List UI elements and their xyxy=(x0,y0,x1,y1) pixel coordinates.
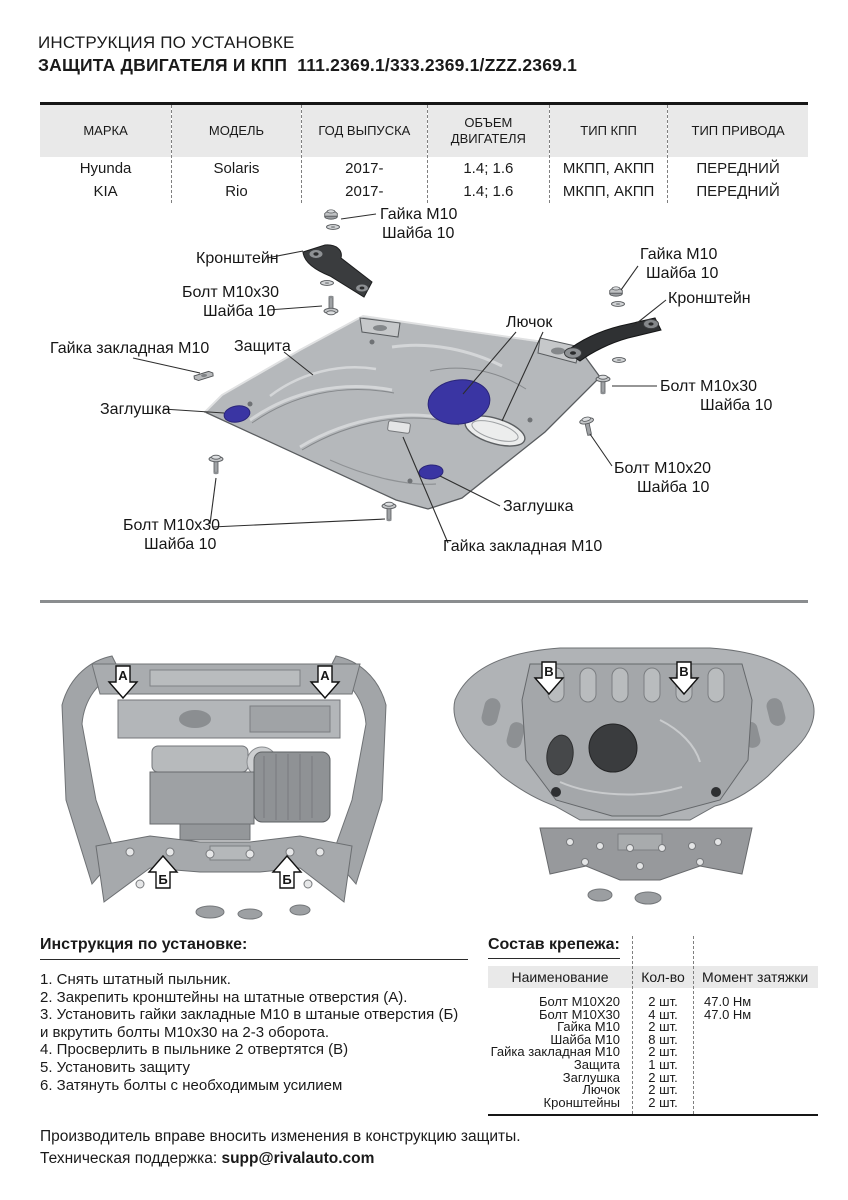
footer-disclaimer: Производитель вправе вносить изменения в конструкцию защиты. xyxy=(40,1128,521,1145)
label-clipnut-bottom: Гайка закладная М10 xyxy=(443,538,603,555)
parts-row xyxy=(488,1094,818,1110)
label-washer-bottom: Шайба 10 xyxy=(144,536,217,553)
marker-b-letter-2: Б xyxy=(282,872,292,887)
cell-year-0: 2017- xyxy=(345,160,384,177)
part-torque xyxy=(694,1046,818,1059)
part-name: Защита xyxy=(573,1056,620,1072)
cell-gearbox-1: МКПП, АКПП xyxy=(562,183,655,200)
vehicle-table xyxy=(40,102,808,203)
part-name: Шайба М10 xyxy=(550,1031,620,1047)
washer-icon-mid-right xyxy=(613,358,626,363)
bracket-left-drawing xyxy=(303,245,372,297)
bolt-icon-left xyxy=(324,296,338,315)
part-qty: 2 шт. xyxy=(648,1044,678,1060)
nut-icon-top-right xyxy=(610,287,623,296)
step-1: 1. Снять штатный пыльник. xyxy=(40,971,231,988)
part-torque: 47.0 Нм xyxy=(704,994,752,1009)
part-name: Болт М10Х20 xyxy=(538,994,620,1009)
part-torque xyxy=(694,1097,818,1110)
parts-title: Состав крепежа: xyxy=(488,936,620,959)
part-torque xyxy=(694,1084,818,1097)
col-header-year: ГОД ВЫПУСКА xyxy=(302,105,427,157)
parts-header-row xyxy=(488,966,818,988)
parts-dashed-divider-2 xyxy=(693,936,694,1114)
part-name: Лючок xyxy=(582,1082,620,1098)
part-name: Гайка М10 xyxy=(557,1019,620,1035)
part-name: Болт М10Х30 xyxy=(538,1006,620,1022)
washer-icon-top-right xyxy=(612,302,625,307)
cell-engine-1: 1.4; 1.6 xyxy=(463,183,514,200)
part-qty: 1 шт. xyxy=(648,1056,678,1072)
col-engine xyxy=(428,105,550,203)
step-6: 6. Затянуть болты с необходимым усилием xyxy=(40,1076,343,1094)
footer-support-line xyxy=(40,1148,521,1170)
part-qty: 2 шт. xyxy=(648,1069,678,1085)
parts-rows xyxy=(488,996,818,1109)
col-model xyxy=(172,105,302,203)
marker-a-letter-2: А xyxy=(320,668,330,683)
cell-model-0: Solaris xyxy=(213,160,260,177)
fasteners-list xyxy=(488,936,818,1109)
support-email-link[interactable]: supp@rivalauto.com xyxy=(221,1150,375,1167)
part-qty: 2 шт. xyxy=(648,1019,678,1035)
nut-icon-top-left xyxy=(325,210,338,219)
part-qty: 2 шт. xyxy=(648,1094,678,1110)
bolt-icon-bottom-2 xyxy=(382,502,396,521)
footer xyxy=(40,1126,521,1170)
label-bracket-right: Кронштейн xyxy=(668,290,751,307)
parts-dashed-divider-1 xyxy=(632,936,633,1114)
instructions-steps xyxy=(40,971,468,1094)
car-front-illustration xyxy=(62,656,386,919)
parts-header-qty: Кол-во xyxy=(641,969,685,985)
parts-bottom-rule xyxy=(488,1114,818,1116)
bracket-right-drawing xyxy=(565,318,662,361)
cell-model-1: Rio xyxy=(225,183,248,200)
label-nut-top-right: Гайка М10 xyxy=(640,246,718,263)
bolt-icon-bottom-1 xyxy=(209,455,223,474)
label-washer-left: Шайба 10 xyxy=(203,303,276,320)
part-torque xyxy=(694,1072,818,1085)
cell-drive-1: ПЕРЕДНИЙ xyxy=(696,183,780,200)
label-bolt20: Болт М10х20 xyxy=(614,460,712,477)
marker-b-letter-1: Б xyxy=(158,872,168,887)
label-shield: Защита xyxy=(234,338,291,355)
col-year xyxy=(302,105,428,203)
bolt-icon-right-20 xyxy=(579,416,597,437)
part-qty: 2 шт. xyxy=(648,1082,678,1098)
marker-v-letter-1: В xyxy=(544,664,554,679)
cell-make-1: KIA xyxy=(93,183,118,200)
cell-engine-0: 1.4; 1.6 xyxy=(463,160,514,177)
label-washer-bolt20: Шайба 10 xyxy=(637,479,710,496)
installation-illustrations xyxy=(0,618,848,930)
label-nut-top-left: Гайка М10 xyxy=(380,206,458,223)
document-subtitle: ИНСТРУКЦИЯ ПО УСТАНОВКЕ xyxy=(38,33,295,52)
part-qty: 4 шт. xyxy=(648,1006,678,1022)
part-name: Гайка закладная М10 xyxy=(490,1044,620,1060)
label-bracket-left: Кронштейн xyxy=(196,250,279,267)
label-washer-top-left: Шайба 10 xyxy=(382,225,455,242)
col-gearbox xyxy=(550,105,668,203)
part-qty: 8 шт. xyxy=(648,1031,678,1047)
document-title: ЗАЩИТА ДВИГАТЕЛЯ И КПП 111.2369.1/333.2369.1/ZZZ.2369.1 xyxy=(38,55,578,75)
col-header-drive: ТИП ПРИВОДА xyxy=(668,105,808,157)
step-4: 4. Просверлить в пыльнике 2 отвертятся (В) xyxy=(40,1041,349,1059)
step-5: 5. Установить защиту xyxy=(40,1058,191,1076)
col-make xyxy=(40,105,172,203)
label-clipnut-left: Гайка закладная М10 xyxy=(50,340,210,357)
instructions-title: Инструкция по установке: xyxy=(40,936,468,960)
part-qty: 2 шт. xyxy=(648,994,678,1009)
part-name: Заглушка xyxy=(562,1069,620,1085)
step-3: 3. Установить гайки закладные М10 в штаные отверстия (Б) и вкрутить болты М10х30 на 2-3 оборота. xyxy=(40,1006,459,1041)
part-name: Кронштейны xyxy=(543,1094,620,1110)
part-torque xyxy=(694,1021,818,1034)
label-plug-bottom: Заглушка xyxy=(503,498,574,515)
marker-a-letter-1: А xyxy=(118,668,128,683)
col-header-engine: ОБЪЕМ ДВИГАТЕЛЯ xyxy=(428,105,549,157)
parts-header-name: Наименование xyxy=(511,969,609,985)
label-washer-right: Шайба 10 xyxy=(700,397,773,414)
col-drive xyxy=(668,105,808,203)
bolt-icon-right-30 xyxy=(596,375,610,394)
part-torque xyxy=(694,1034,818,1047)
step-2: 2. Закрепить кронштейны на штатные отверстия (А). xyxy=(40,988,408,1006)
label-bolt30-left: Болт М10х30 xyxy=(182,284,280,301)
marker-v-letter-2: В xyxy=(679,664,689,679)
col-header-gearbox: ТИП КПП xyxy=(550,105,667,157)
label-washer-top-right: Шайба 10 xyxy=(646,265,719,282)
label-hatch: Лючок xyxy=(506,314,553,331)
col-header-make: МАРКА xyxy=(40,105,171,157)
installation-instructions xyxy=(40,936,468,1094)
col-header-model: МОДЕЛЬ xyxy=(172,105,301,157)
cell-make-0: Hyunda xyxy=(79,160,132,177)
cell-gearbox-0: МКПП, АКПП xyxy=(562,160,655,177)
shield-installed-illustration xyxy=(454,648,814,904)
footer-support-label: Техническая поддержка: xyxy=(40,1150,222,1167)
label-bolt30-right: Болт М10х30 xyxy=(660,378,758,395)
section-divider xyxy=(40,600,808,603)
label-plug-left: Заглушка xyxy=(100,401,171,418)
washer-icon-top-left xyxy=(327,225,340,230)
washer-icon-mid-left xyxy=(321,281,334,286)
label-bolt30-bottom: Болт М10х30 xyxy=(123,517,221,534)
cell-year-1: 2017- xyxy=(345,183,384,200)
part-torque: 47.0 Нм xyxy=(704,1006,752,1022)
cell-drive-0: ПЕРЕДНИЙ xyxy=(696,160,780,177)
parts-header-torque: Момент затяжки xyxy=(702,969,809,985)
part-torque xyxy=(694,1059,818,1072)
exploded-view-diagram xyxy=(0,203,848,603)
